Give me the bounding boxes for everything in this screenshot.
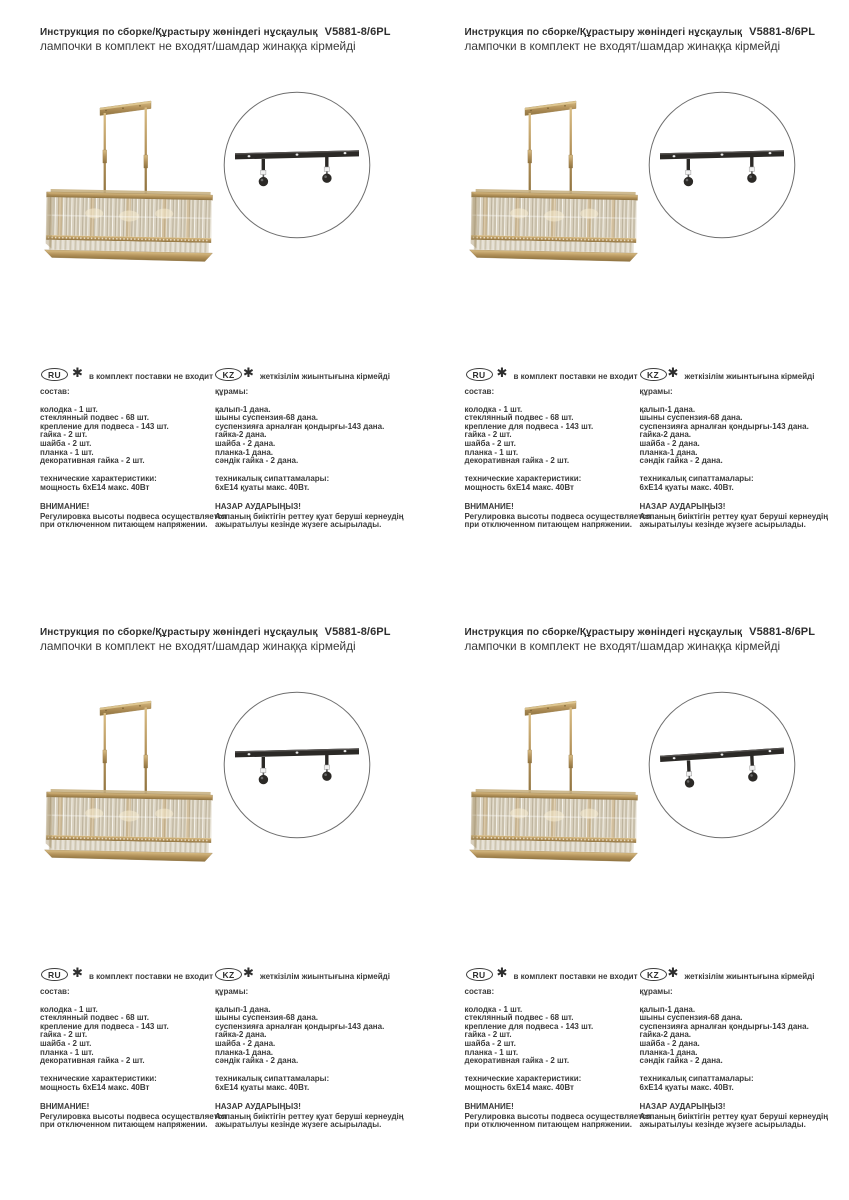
- asterisk-icon: ✱: [667, 366, 679, 381]
- list-item: гайка - 2 шт.: [40, 1030, 88, 1040]
- list-item: планка - 1 шт.: [464, 447, 519, 457]
- list-item: стеклянный подвес - 68 шт.: [40, 413, 149, 423]
- instruction-panel: [0, 600, 425, 1200]
- canopy: [100, 701, 151, 716]
- list-item: шайба - 2 шт.: [40, 438, 92, 448]
- ru-badge-note: в комплект поставки не входит: [513, 371, 638, 381]
- crystal-box: [44, 789, 213, 862]
- kz-warning: [215, 1103, 420, 1130]
- model-number: V5881-8/6PL: [749, 626, 816, 638]
- kz-tech-heading: техникалық сипаттамалары:: [215, 1073, 330, 1083]
- ru-parts-column: [40, 987, 227, 1130]
- ru-parts-list: [40, 406, 212, 466]
- ru-tech-value: мощность 6хЕ14 макс. 40Вт: [464, 1082, 574, 1092]
- list-item: сәндік гайка - 2 дана.: [639, 456, 723, 466]
- kz-badge-label: KZ: [647, 969, 659, 980]
- ru-tech-specs: [465, 475, 637, 493]
- list-item: шыны суспензия-68 дана.: [639, 1013, 743, 1023]
- chandelier-illustration: [44, 700, 214, 868]
- ru-parts-list: [465, 1006, 637, 1066]
- kz-warning: [640, 503, 845, 530]
- bracket-drawing: [647, 690, 797, 840]
- canopy: [525, 701, 576, 716]
- list-item: шайба - 2 дана.: [215, 1038, 276, 1048]
- list-item: колодка - 1 шт.: [464, 404, 523, 414]
- list-item: планка-1 дана.: [639, 1047, 698, 1057]
- ru-parts-list: [40, 1006, 212, 1066]
- kz-list-heading: құрамы:: [639, 987, 673, 996]
- ru-tech-heading: технические характеристики:: [40, 1073, 157, 1083]
- kz-parts-list: [640, 406, 845, 466]
- list-item: гайка-2 дана.: [639, 430, 692, 440]
- bracket-illustration: [647, 690, 797, 840]
- panel-header: [465, 26, 835, 53]
- list-item: стеклянный подвес - 68 шт.: [40, 1013, 149, 1023]
- list-item: шайба - 2 дана.: [215, 438, 276, 448]
- list-item: шыны суспензия-68 дана.: [215, 413, 319, 423]
- kz-tech-specs: [215, 1075, 420, 1093]
- chandelier-illustration: [469, 700, 639, 868]
- kz-tech-heading: техникалық сипаттамалары:: [639, 1073, 754, 1083]
- panel-header: [40, 626, 410, 653]
- kz-parts-column: [640, 388, 845, 530]
- ru-badge: [466, 368, 493, 381]
- kz-warning-line: Аспаның биіктігін реттеу қуат беруші кернеудің: [215, 1111, 404, 1121]
- ru-warning-title: ВНИМАНИЕ!: [40, 502, 90, 512]
- ru-tech-heading: технические характеристики:: [40, 473, 157, 483]
- kz-tech-specs: [640, 1075, 845, 1093]
- page-title: [465, 26, 835, 38]
- list-item: крепление для подвеса - 143 шт.: [40, 421, 169, 431]
- list-item: декоративная гайка - 2 шт.: [464, 1056, 570, 1066]
- list-item: шыны суспензия-68 дана.: [639, 413, 743, 423]
- list-item: гайка-2 дана.: [215, 430, 267, 440]
- asterisk-icon: ✱: [667, 966, 679, 981]
- ru-badge-label: RU: [48, 369, 61, 380]
- ru-parts-column: [40, 387, 227, 530]
- ru-tech-value: мощность 6хЕ14 макс. 40Вт: [464, 482, 574, 492]
- circle-frame: [224, 692, 370, 838]
- kz-badge-label: KZ: [222, 369, 235, 380]
- ru-badge-label: RU: [48, 969, 61, 980]
- list-item: планка-1 дана.: [639, 447, 698, 457]
- kz-tech-value: 6хЕ14 қуаты макс. 40Вт.: [215, 1082, 310, 1092]
- chandelier-drawing: [469, 100, 639, 268]
- list-item: декоративная гайка - 2 шт.: [40, 1056, 145, 1066]
- circle-frame: [224, 92, 370, 238]
- ru-warning-line: Регулировка высоты подвеса осуществляется: [40, 511, 227, 521]
- ru-tech-specs: [465, 1075, 637, 1093]
- chandelier-drawing: [44, 700, 214, 868]
- bracket-illustration: [647, 90, 797, 240]
- kz-warning-line: ажыратылуы кезінде жүзеге асырылады.: [639, 520, 806, 530]
- chandelier-drawing: [44, 100, 214, 268]
- kz-badge-note: жеткізілім жиынтығына кірмейді: [684, 371, 815, 381]
- chandelier-illustration: [44, 100, 214, 268]
- kz-tech-heading: техникалық сипаттамалары:: [639, 473, 754, 483]
- panel-header: [465, 626, 835, 653]
- ru-tech-specs: [40, 1075, 212, 1093]
- ru-tech-specs: [40, 475, 212, 493]
- kz-parts-list: [215, 406, 420, 466]
- kz-warning-title: НАЗАР АУДАРЫҢЫЗ!: [215, 1102, 301, 1112]
- ru-parts-column: [464, 387, 652, 530]
- canopy: [525, 101, 576, 116]
- list-item: колодка - 1 шт.: [40, 1004, 98, 1014]
- kz-badge: [215, 368, 242, 381]
- kz-badge-note: жеткізілім жиынтығына кірмейді: [260, 971, 390, 981]
- lamps-not-included-note: лампочки в комплект не входят/шамдар жинаққа кірмейді: [40, 39, 356, 53]
- bracket-drawing: [222, 90, 372, 240]
- instruction-title: Инструкция по сборке/Құрастыру жөніндегі нұсқаулық: [40, 27, 318, 38]
- crystal-box: [469, 789, 638, 862]
- list-item: планка - 1 шт.: [40, 1047, 94, 1057]
- instruction-panel: [425, 600, 849, 1200]
- list-item: гайка - 2 шт.: [464, 430, 512, 440]
- bracket-drawing: [647, 90, 797, 240]
- ru-list-heading: состав:: [40, 987, 70, 996]
- page-title: [40, 26, 410, 38]
- bracket-drawing: [222, 690, 372, 840]
- kz-warning: [215, 503, 420, 530]
- kz-badge: [640, 968, 667, 981]
- suspension-rods: [103, 108, 148, 197]
- list-item: стеклянный подвес - 68 шт.: [464, 1013, 574, 1023]
- list-item: шайба - 2 дана.: [639, 438, 700, 448]
- asterisk-icon: ✱: [72, 366, 83, 381]
- kz-tech-value: 6хЕ14 қуаты макс. 40Вт.: [215, 482, 310, 492]
- instruction-title: Инструкция по сборке/Құрастыру жөніндегі нұсқаулық: [464, 27, 743, 38]
- kz-warning-line: Аспаның биіктігін реттеу қуат беруші кернеудің: [639, 511, 829, 521]
- chandelier-drawing: [469, 700, 639, 868]
- circle-frame: [649, 692, 795, 838]
- kz-badge: [215, 968, 242, 981]
- kz-badge: [640, 368, 667, 381]
- list-item: сәндік гайка - 2 дана.: [639, 1056, 723, 1066]
- instruction-panel: [425, 0, 849, 600]
- kz-parts-column: [215, 388, 420, 530]
- list-item: шайба - 2 шт.: [464, 438, 516, 448]
- list-item: гайка - 2 шт.: [464, 1030, 512, 1040]
- list-item: стеклянный подвес - 68 шт.: [464, 413, 574, 423]
- kz-warning-line: ажыратылуы кезінде жүзеге асырылады.: [639, 1120, 806, 1130]
- ru-tech-value: мощность 6хЕ14 макс. 40Вт: [40, 1082, 150, 1092]
- list-item: колодка - 1 шт.: [40, 404, 98, 414]
- ru-warning-line: при отключенном питающем напряжении.: [40, 1120, 208, 1130]
- kz-tech-value: 6хЕ14 қуаты макс. 40Вт.: [639, 1082, 734, 1092]
- ru-list-heading: состав:: [464, 387, 495, 396]
- ru-badge: [41, 368, 68, 381]
- circle-frame: [649, 92, 795, 238]
- lamps-not-included-note: лампочки в комплект не входят/шамдар жинаққа кірмейді: [464, 639, 781, 653]
- kz-tech-specs: [215, 475, 420, 493]
- kz-tech-value: 6хЕ14 қуаты макс. 40Вт.: [639, 482, 734, 492]
- list-item: шайба - 2 шт.: [464, 1038, 516, 1048]
- instruction-title: Инструкция по сборке/Құрастыру жөніндегі нұсқаулық: [40, 627, 318, 638]
- kz-warning: [640, 1103, 845, 1130]
- list-item: қалып-1 дана.: [639, 1004, 696, 1014]
- list-item: декоративная гайка - 2 шт.: [464, 456, 570, 466]
- ru-tech-heading: технические характеристики:: [464, 473, 582, 483]
- ru-list-heading: состав:: [40, 387, 70, 396]
- ru-badge-note: в комплект поставки не входит: [513, 971, 638, 981]
- list-item: крепление для подвеса - 143 шт.: [464, 1021, 594, 1031]
- asterisk-icon: ✱: [72, 966, 83, 981]
- crystal-box: [44, 189, 213, 262]
- kz-badge-note: жеткізілім жиынтығына кірмейді: [260, 371, 390, 381]
- ru-warning-line: Регулировка высоты подвеса осуществляется: [464, 1111, 652, 1121]
- suspension-rods: [527, 108, 572, 197]
- ru-warning: [40, 502, 227, 530]
- list-item: колодка - 1 шт.: [464, 1004, 523, 1014]
- list-item: суспензияға арналған қондырғы-143 дана.: [639, 421, 809, 431]
- asterisk-icon: ✱: [496, 366, 508, 381]
- panel-header: [40, 26, 410, 53]
- list-item: шыны суспензия-68 дана.: [215, 1013, 319, 1023]
- kz-list-heading: құрамы:: [639, 387, 673, 396]
- kz-badge-label: KZ: [647, 369, 659, 380]
- instruction-panel: [0, 0, 425, 600]
- kz-warning-line: ажыратылуы кезінде жүзеге асырылады.: [215, 1120, 382, 1130]
- model-number: V5881-8/6PL: [324, 26, 391, 38]
- list-item: шайба - 2 шт.: [40, 1038, 92, 1048]
- ru-warning: [464, 1102, 652, 1130]
- ru-tech-value: мощность 6хЕ14 макс. 40Вт: [40, 482, 150, 492]
- kz-badge-note: жеткізілім жиынтығына кірмейді: [684, 971, 815, 981]
- list-item: планка - 1 шт.: [464, 1047, 519, 1057]
- page-title: [40, 626, 410, 638]
- chandelier-illustration: [469, 100, 639, 268]
- list-item: қалып-1 дана.: [215, 404, 271, 414]
- ru-list-heading: состав:: [464, 987, 495, 996]
- kz-parts-list: [640, 1006, 845, 1066]
- list-item: суспензияға арналған қондырғы-143 дана.: [215, 421, 385, 431]
- ru-badge: [466, 968, 493, 981]
- kz-parts-column: [640, 988, 845, 1130]
- ru-warning-line: при отключенном питающем напряжении.: [464, 1120, 633, 1130]
- ru-warning: [464, 502, 652, 530]
- list-item: гайка-2 дана.: [215, 1030, 267, 1040]
- ru-warning: [40, 1102, 227, 1130]
- list-item: крепление для подвеса - 143 шт.: [464, 421, 594, 431]
- list-item: сәндік гайка - 2 дана.: [215, 1056, 299, 1066]
- bracket-illustration: [222, 690, 372, 840]
- list-item: суспензияға арналған қондырғы-143 дана.: [639, 1021, 809, 1031]
- ru-warning-title: ВНИМАНИЕ!: [464, 1102, 514, 1112]
- bracket-illustration: [222, 90, 372, 240]
- ru-warning-line: Регулировка высоты подвеса осуществляется: [464, 511, 652, 521]
- kz-warning-line: ажыратылуы кезінде жүзеге асырылады.: [215, 520, 382, 530]
- list-item: крепление для подвеса - 143 шт.: [40, 1021, 169, 1031]
- ru-badge-label: RU: [472, 369, 486, 380]
- ru-parts-list: [465, 406, 637, 466]
- list-item: планка-1 дана.: [215, 1047, 274, 1057]
- kz-tech-heading: техникалық сипаттамалары:: [215, 473, 330, 483]
- list-item: декоративная гайка - 2 шт.: [40, 456, 145, 466]
- canopy: [100, 101, 151, 116]
- list-item: шайба - 2 дана.: [639, 1038, 700, 1048]
- list-item: планка-1 дана.: [215, 447, 274, 457]
- kz-list-heading: құрамы:: [215, 387, 249, 396]
- kz-parts-list: [215, 1006, 420, 1066]
- kz-tech-specs: [640, 475, 845, 493]
- ru-warning-line: Регулировка высоты подвеса осуществляется: [40, 1111, 227, 1121]
- model-number: V5881-8/6PL: [324, 626, 391, 638]
- list-item: қалып-1 дана.: [639, 404, 696, 414]
- kz-warning-title: НАЗАР АУДАРЫҢЫЗ!: [639, 1102, 726, 1112]
- ru-tech-heading: технические характеристики:: [464, 1073, 582, 1083]
- model-number: V5881-8/6PL: [749, 26, 816, 38]
- suspension-rods: [527, 708, 572, 797]
- suspension-rods: [103, 708, 148, 797]
- lamps-not-included-note: лампочки в комплект не входят/шамдар жинаққа кірмейді: [464, 39, 781, 53]
- kz-warning-title: НАЗАР АУДАРЫҢЫЗ!: [639, 502, 726, 512]
- list-item: суспензияға арналған қондырғы-143 дана.: [215, 1021, 385, 1031]
- ru-badge-note: в комплект поставки не входит: [89, 971, 213, 981]
- kz-warning-title: НАЗАР АУДАРЫҢЫЗ!: [215, 502, 301, 512]
- ru-warning-title: ВНИМАНИЕ!: [40, 1102, 90, 1112]
- kz-warning-line: Аспаның биіктігін реттеу қуат беруші кернеудің: [215, 511, 404, 521]
- ru-badge-note: в комплект поставки не входит: [89, 371, 213, 381]
- list-item: планка - 1 шт.: [40, 447, 94, 457]
- ru-badge: [41, 968, 68, 981]
- ru-warning-line: при отключенном питающем напряжении.: [40, 520, 208, 530]
- list-item: сәндік гайка - 2 дана.: [215, 456, 299, 466]
- ru-parts-column: [464, 987, 652, 1130]
- asterisk-icon: ✱: [496, 966, 508, 981]
- list-item: гайка - 2 шт.: [40, 430, 88, 440]
- kz-parts-column: [215, 988, 420, 1130]
- list-item: қалып-1 дана.: [215, 1004, 271, 1014]
- list-item: гайка-2 дана.: [639, 1030, 692, 1040]
- crystal-box: [469, 189, 638, 262]
- ru-warning-title: ВНИМАНИЕ!: [464, 502, 514, 512]
- ru-badge-label: RU: [472, 969, 486, 980]
- asterisk-icon: ✱: [243, 366, 254, 381]
- page-title: [465, 626, 835, 638]
- instruction-title: Инструкция по сборке/Құрастыру жөніндегі нұсқаулық: [464, 627, 743, 638]
- lamps-not-included-note: лампочки в комплект не входят/шамдар жинаққа кірмейді: [40, 639, 356, 653]
- kz-list-heading: құрамы:: [215, 987, 249, 996]
- kz-badge-label: KZ: [222, 969, 235, 980]
- asterisk-icon: ✱: [243, 966, 254, 981]
- kz-warning-line: Аспаның биіктігін реттеу қуат беруші кернеудің: [639, 1111, 829, 1121]
- ru-warning-line: при отключенном питающем напряжении.: [464, 520, 633, 530]
